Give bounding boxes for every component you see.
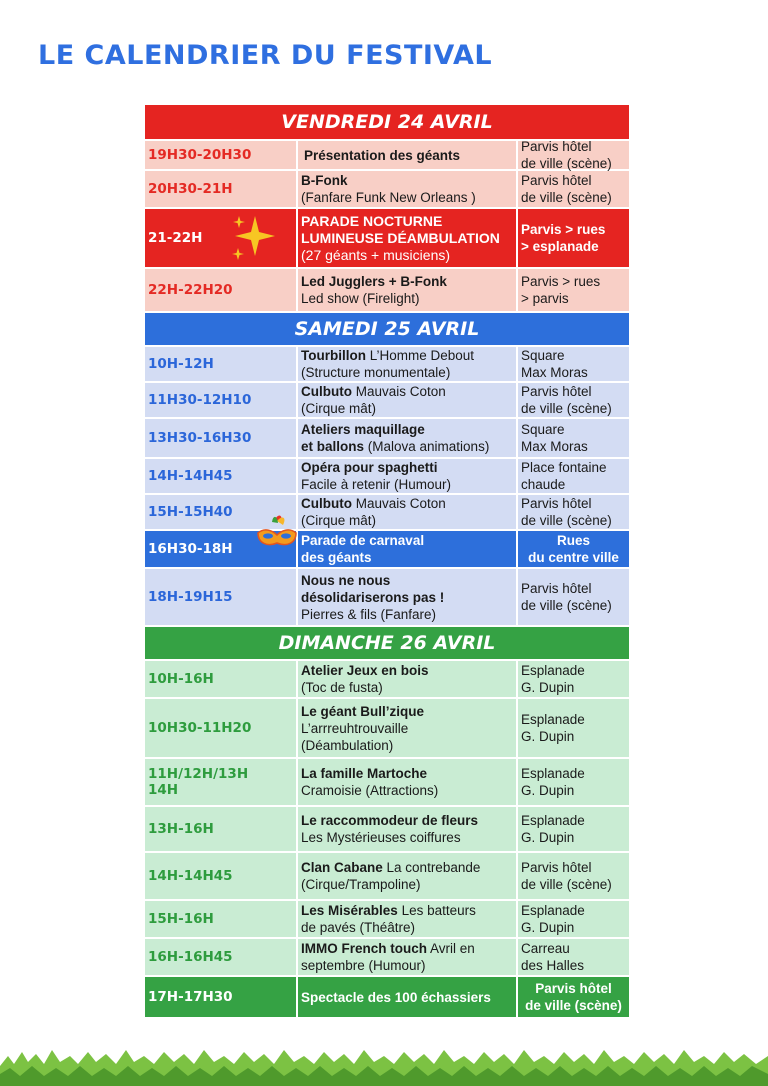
event-time: 22H-22H20	[145, 269, 298, 311]
event-time	[145, 531, 298, 567]
event-place	[518, 661, 629, 697]
event-title: Spectacle des 100 échassiers	[301, 989, 491, 1005]
place-line: Parvis hôtel	[521, 496, 592, 511]
event-place	[518, 347, 629, 381]
table-row	[145, 853, 629, 901]
place-line: G. Dupin	[521, 830, 575, 845]
event-title: Clan Cabane	[301, 860, 383, 875]
event-place	[518, 569, 629, 625]
place-line: Place fontaine	[521, 460, 607, 475]
event-title-cont: désolidariserons pas !	[301, 589, 445, 605]
event-detail: (Fanfare Funk New Orleans )	[301, 190, 476, 205]
place-line: G. Dupin	[521, 729, 575, 744]
day-header-saturday: SAMEDI 25 AVRIL	[145, 313, 629, 347]
event-time: 13H30-16H30	[145, 419, 298, 457]
event-title: PARADE NOCTURNE	[301, 212, 443, 229]
event-time: 18H-19H15	[145, 569, 298, 625]
event-description	[298, 939, 518, 975]
event-time: 20H30-21H	[145, 171, 298, 207]
event-place	[518, 495, 629, 529]
place-line: Square	[521, 422, 565, 437]
event-place	[518, 269, 629, 311]
event-line	[301, 940, 516, 957]
event-place	[518, 853, 629, 899]
event-title: Tourbillon	[301, 348, 366, 363]
place-line: G. Dupin	[521, 920, 575, 935]
place-line: Parvis hôtel	[521, 173, 592, 188]
event-title-cont: des géants	[301, 550, 372, 565]
table-row	[145, 699, 629, 759]
event-title: Le géant Bull’zique	[301, 703, 425, 719]
event-time: 15H-15H40	[145, 495, 298, 529]
table-row	[145, 347, 629, 383]
event-description	[298, 269, 518, 311]
event-detail: (27 géants + musiciens)	[301, 246, 451, 263]
event-place	[518, 699, 629, 757]
event-time-line: 14H	[148, 782, 179, 798]
event-description	[298, 977, 518, 1017]
place-line: > esplanade	[521, 239, 599, 254]
place-line: > parvis	[521, 291, 569, 306]
place-line: G. Dupin	[521, 783, 575, 798]
event-detail: (Cirque mât)	[301, 513, 377, 528]
event-detail: (Toc de fusta)	[301, 680, 383, 695]
event-place	[518, 141, 629, 169]
place-line: de ville (scène)	[521, 401, 612, 416]
event-description	[298, 209, 518, 267]
event-detail: (Structure monumentale)	[301, 365, 451, 380]
place-line: Square	[521, 348, 565, 363]
event-detail: Led show (Firelight)	[301, 291, 420, 306]
event-title: Culbuto	[301, 496, 352, 511]
event-place	[518, 901, 629, 937]
event-time-text: 16H30-18H	[148, 541, 233, 557]
event-description	[298, 853, 518, 899]
place-line: Parvis hôtel	[535, 981, 612, 996]
event-place	[518, 383, 629, 417]
place-line: Esplanade	[521, 766, 585, 781]
event-line	[301, 495, 516, 512]
place-line: Esplanade	[521, 903, 585, 918]
event-line	[301, 383, 516, 400]
event-description	[298, 901, 518, 937]
event-description	[298, 141, 518, 169]
event-description	[298, 459, 518, 493]
place-line: Parvis hôtel	[521, 384, 592, 399]
event-place	[518, 459, 629, 493]
event-time: 11H30-12H10	[145, 383, 298, 417]
table-row	[145, 141, 629, 171]
event-detail: septembre (Humour)	[301, 958, 426, 973]
festival-schedule	[145, 105, 629, 1019]
event-time: 10H-16H	[145, 661, 298, 697]
event-description	[298, 495, 518, 529]
event-description	[298, 569, 518, 625]
table-row	[145, 269, 629, 313]
table-row	[145, 459, 629, 495]
place-line: Parvis hôtel	[521, 581, 592, 596]
event-place	[518, 531, 629, 567]
place-line: de ville (scène)	[521, 513, 612, 528]
event-place	[518, 209, 629, 267]
event-detail: Cramoisie (Attractions)	[301, 783, 439, 798]
event-description	[298, 699, 518, 757]
event-line	[301, 902, 516, 919]
place-line: de ville (scène)	[521, 190, 612, 205]
event-title: Les Misérables	[301, 903, 398, 918]
event-company: L’arrreuhtrouvaille	[301, 720, 409, 736]
event-company: La contrebande	[382, 860, 481, 875]
day-header-sunday: DIMANCHE 26 AVRIL	[145, 627, 629, 661]
event-description	[298, 531, 518, 567]
event-title: B-Fonk	[301, 173, 348, 188]
event-time: 15H-16H	[145, 901, 298, 937]
event-company: L’Homme Debout	[365, 348, 475, 363]
table-row	[145, 495, 629, 531]
event-time: 14H-14H45	[145, 853, 298, 899]
table-row	[145, 977, 629, 1019]
event-detail: (Cirque/Trampoline)	[301, 877, 421, 892]
event-description	[298, 759, 518, 805]
event-company: Mauvais Coton	[351, 384, 446, 399]
place-line: de ville (scène)	[521, 598, 612, 613]
place-line: Max Moras	[521, 365, 588, 380]
event-description	[298, 383, 518, 417]
event-time: 13H-16H	[145, 807, 298, 851]
event-time: 19H30-20H30	[145, 141, 298, 169]
event-time: 17H-17H30	[145, 977, 298, 1017]
event-title: Le raccommodeur de fleurs	[301, 813, 479, 828]
event-detail: (Déambulation)	[301, 737, 394, 753]
sparkle-stars-icon	[227, 212, 279, 264]
table-row	[145, 901, 629, 939]
event-title: Parade de carnaval	[301, 533, 425, 548]
event-description	[298, 347, 518, 381]
place-line: Rues	[556, 533, 590, 548]
place-line: de ville (scène)	[521, 877, 612, 892]
place-line: chaude	[521, 477, 566, 492]
event-time: 16H-16H45	[145, 939, 298, 975]
table-row	[145, 419, 629, 459]
carnival-mask-icon	[255, 513, 299, 557]
event-title: Atelier Jeux en bois	[301, 663, 429, 678]
event-time-line: 11H/12H/13H	[148, 766, 249, 782]
event-title: Nous ne nous	[301, 572, 391, 588]
place-line: G. Dupin	[521, 680, 575, 695]
event-description	[298, 807, 518, 851]
event-title: IMMO French touch	[301, 941, 427, 956]
table-row	[145, 939, 629, 977]
event-company: Avril en	[427, 941, 475, 956]
event-place	[518, 807, 629, 851]
event-title: Led Jugglers + B-Fonk	[301, 274, 447, 289]
table-row	[145, 759, 629, 807]
table-row	[145, 209, 629, 269]
event-place	[518, 759, 629, 805]
table-row	[145, 171, 629, 209]
place-line: de ville (scène)	[521, 156, 612, 171]
table-row	[145, 661, 629, 699]
event-time	[145, 759, 298, 805]
place-line: Parvis > rues	[521, 222, 606, 237]
page-title: LE CALENDRIER DU FESTIVAL	[38, 40, 493, 71]
place-line: Esplanade	[521, 813, 585, 828]
event-detail: (Cirque mât)	[301, 401, 377, 416]
event-time	[145, 209, 298, 267]
event-title: Opéra pour spaghetti	[301, 460, 438, 475]
place-line: Parvis > rues	[521, 274, 601, 289]
event-place	[518, 171, 629, 207]
event-title: LUMINEUSE DÉAMBULATION	[301, 229, 500, 246]
event-place	[518, 419, 629, 457]
event-detail: Facile à retenir (Humour)	[301, 477, 452, 492]
event-company: Les batteurs	[397, 903, 476, 918]
event-detail: Pierres & fils (Fanfare)	[301, 606, 437, 622]
place-line: Carreau	[521, 941, 570, 956]
event-time-text: 21-22H	[148, 230, 203, 246]
event-description	[298, 661, 518, 697]
event-time: 10H30-11H20	[145, 699, 298, 757]
place-line: de ville (scène)	[525, 998, 622, 1013]
place-line: des Halles	[521, 958, 585, 973]
event-place	[518, 977, 629, 1017]
place-line: Esplanade	[521, 712, 585, 727]
place-line: Esplanade	[521, 663, 585, 678]
table-row	[145, 807, 629, 853]
place-line: du centre ville	[528, 550, 619, 565]
event-line	[301, 438, 516, 455]
event-title: Présentation des géants	[304, 147, 461, 163]
event-detail: de pavés (Théâtre)	[301, 920, 416, 935]
grass-icon	[0, 1042, 768, 1086]
table-row	[145, 531, 629, 569]
place-line: Parvis hôtel	[521, 860, 592, 875]
place-line: Parvis hôtel	[521, 139, 592, 154]
event-company: (Malova animations)	[364, 439, 490, 454]
day-header-friday: VENDREDI 24 AVRIL	[145, 105, 629, 141]
event-time: 14H-14H45	[145, 459, 298, 493]
event-description	[298, 419, 518, 457]
event-title: Ateliers maquillage	[301, 422, 425, 437]
event-detail: Les Mystérieuses coiffures	[301, 830, 461, 845]
event-line	[301, 347, 516, 364]
event-place	[518, 939, 629, 975]
event-company: Mauvais Coton	[351, 496, 446, 511]
place-line: Max Moras	[521, 439, 588, 454]
table-row	[145, 569, 629, 627]
event-title-cont: et ballons	[301, 439, 365, 454]
event-time: 10H-12H	[145, 347, 298, 381]
event-description	[298, 171, 518, 207]
event-line	[301, 859, 516, 876]
table-row	[145, 383, 629, 419]
event-title: La famille Martoche	[301, 766, 428, 781]
event-title: Culbuto	[301, 384, 352, 399]
